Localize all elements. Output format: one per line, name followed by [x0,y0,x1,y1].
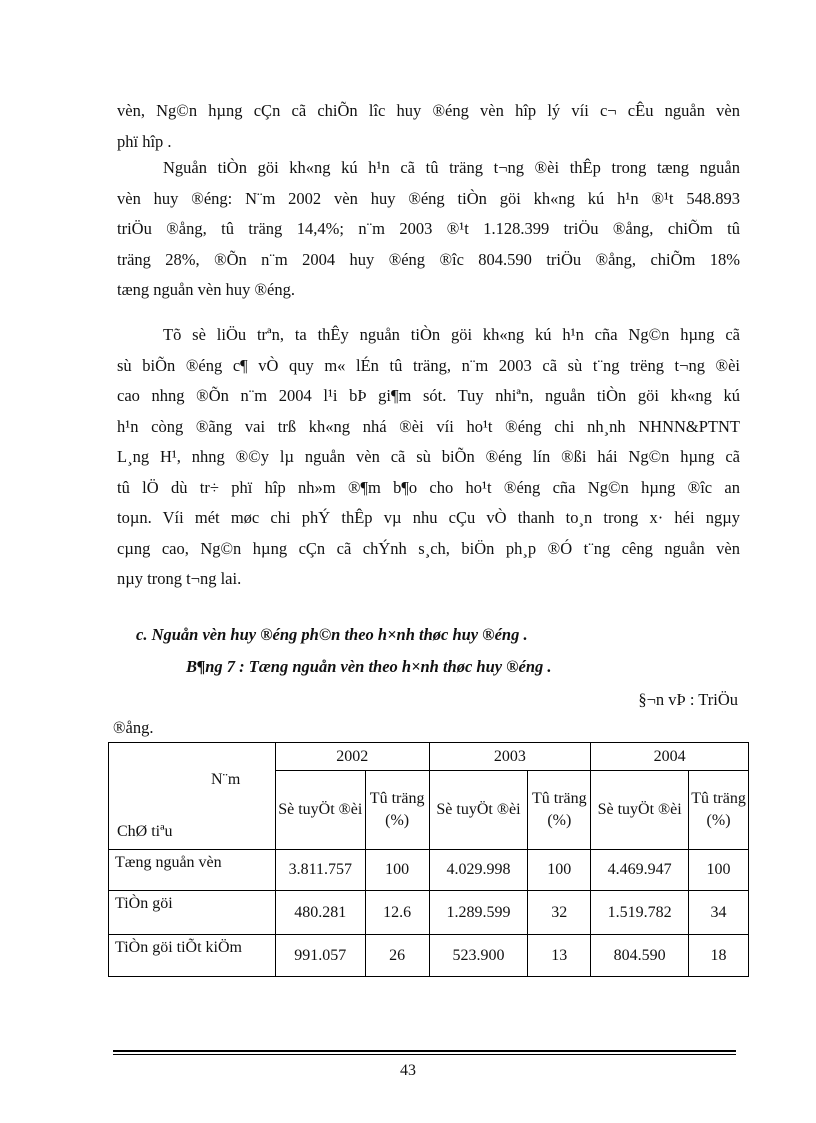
col-header-percent: Tû träng (%) [365,771,429,850]
text-line: h¹n còng ®ãng vai trß kh«ng nhá ®èi víi ho¹t ®éng chi nh¸nh NHNN&PTNT [117,416,740,436]
col-header-percent: Tû träng (%) [689,771,749,850]
text-line: cao nhng ®Õn n¨m 2004 l¹i bÞ gi¶m sót. Tuy nhiªn, nguån tiÒn göi kh«ng kú [117,386,740,405]
year-header: 2003 [429,743,591,771]
table-cell: 804.590 [591,935,689,977]
col-header-absolute: Sè tuyÖt ®èi [275,771,365,850]
table-cell: 1.519.782 [591,891,689,935]
text-line: phï hîp . [117,131,172,151]
footer-rule-thick [113,1050,736,1052]
text-line: triÖu ®ång, tû träng 14,4%; n¨m 2003 ®¹t 1.128.399 triÖu ®ång, chiÕm tû [117,219,740,238]
year-header: 2002 [275,743,429,771]
table-caption: B¶ng 7 : Tæng nguån vèn theo h×nh thøc huy ®éng . [186,657,552,676]
corner-indicator-label: ChØ tiªu [117,823,173,840]
table-cell: 100 [689,850,749,891]
table-cell: 100 [528,850,591,891]
table-cell: 480.281 [275,891,365,935]
table-cell: 4.029.998 [429,850,528,891]
table-cell: 18 [689,935,749,977]
page-number: 43 [400,1062,416,1079]
paragraph-2 [117,153,740,306]
text-line: Nguån tiÒn göi kh«ng kú h¹n cã tû träng t¬ng ®èi thÊp trong tæng nguån [163,158,740,177]
text-line: L¸ng H¹, nhng ®©y lµ nguån vèn cã sù biÕn ®éng lín ®ßi hái Ng©n hµng cã [117,447,740,466]
row-label: TiÒn göi [109,891,276,935]
text-line: träng 28%, ®Õn n¨m 2004 huy ®éng ®îc 804.590 triÖu ®ång, chiÕm 18% [117,249,740,269]
table-row [109,850,749,891]
table-cell: 1.289.599 [429,891,528,935]
row-label: Tæng nguån vèn [109,850,276,891]
text-line: toµn. Víi mét møc chi phÝ thÊp vµ nhu cÇu vÒ thanh to¸n trong x· héi ngµy [117,508,740,527]
corner-year-label: N¨m [211,771,241,788]
table-row [109,935,749,977]
section-heading: c. Nguån vèn huy ®éng ph©n theo h×nh thøc huy ®éng . [136,625,528,644]
table-cell: 4.469.947 [591,850,689,891]
unit-label: §¬n vÞ : TriÖu [638,690,738,709]
paragraph-3 [117,320,740,595]
row-label: TiÒn göi tiÕt kiÖm [109,935,276,977]
text-line: vèn, Ng©n hµng cÇn cã chiÕn lîc huy ®éng vèn hîp lý víi c¬ cÊu nguån vèn [117,101,740,120]
footer-rule-thin [113,1054,736,1055]
col-header-absolute: Sè tuyÖt ®èi [429,771,528,850]
unit-label-continued: ®ång. [113,718,154,737]
text-line: sù biÕn ®éng c¶ vÒ quy m« lÉn tû träng, n¨m 2003 cã sù t¨ng trëng t¬ng ®èi [117,355,740,375]
text-line: Tõ sè liÖu trªn, ta thÊy nguån tiÒn göi kh«ng kú h¹n cña Ng©n hµng cã [163,325,740,344]
col-header-percent: Tû träng (%) [528,771,591,850]
table-row [109,891,749,935]
table-cell: 100 [365,850,429,891]
table-cell: 34 [689,891,749,935]
paragraph-1 [117,96,740,157]
text-line: tû lÖ dù tr÷ phï hîp nh»m ®¶m b¶o cho ho¹t ®éng cña Ng©n hµng ®îc an [117,477,740,497]
table-cell: 32 [528,891,591,935]
table-cell: 13 [528,935,591,977]
text-line: vèn huy ®éng: N¨m 2002 vèn huy ®éng tiÒn göi kh«ng kú h¹n ®¹t 548.893 [117,188,740,208]
text-line: cµng cao, Ng©n hµng cÇn cã chÝnh s¸ch, biÖn ph¸p ®Ó t¨ng cêng nguån vèn [117,538,740,558]
capital-table [108,742,749,977]
text-line: nµy trong t¬ng lai. [117,569,242,588]
table-cell: 3.811.757 [275,850,365,891]
text-line: tæng nguån vèn huy ®éng. [117,280,295,299]
table-corner-cell [109,743,276,850]
year-header: 2004 [591,743,749,771]
table-cell: 26 [365,935,429,977]
table-cell: 991.057 [275,935,365,977]
table-cell: 12.6 [365,891,429,935]
col-header-absolute: Sè tuyÖt ®èi [591,771,689,850]
table-cell: 523.900 [429,935,528,977]
